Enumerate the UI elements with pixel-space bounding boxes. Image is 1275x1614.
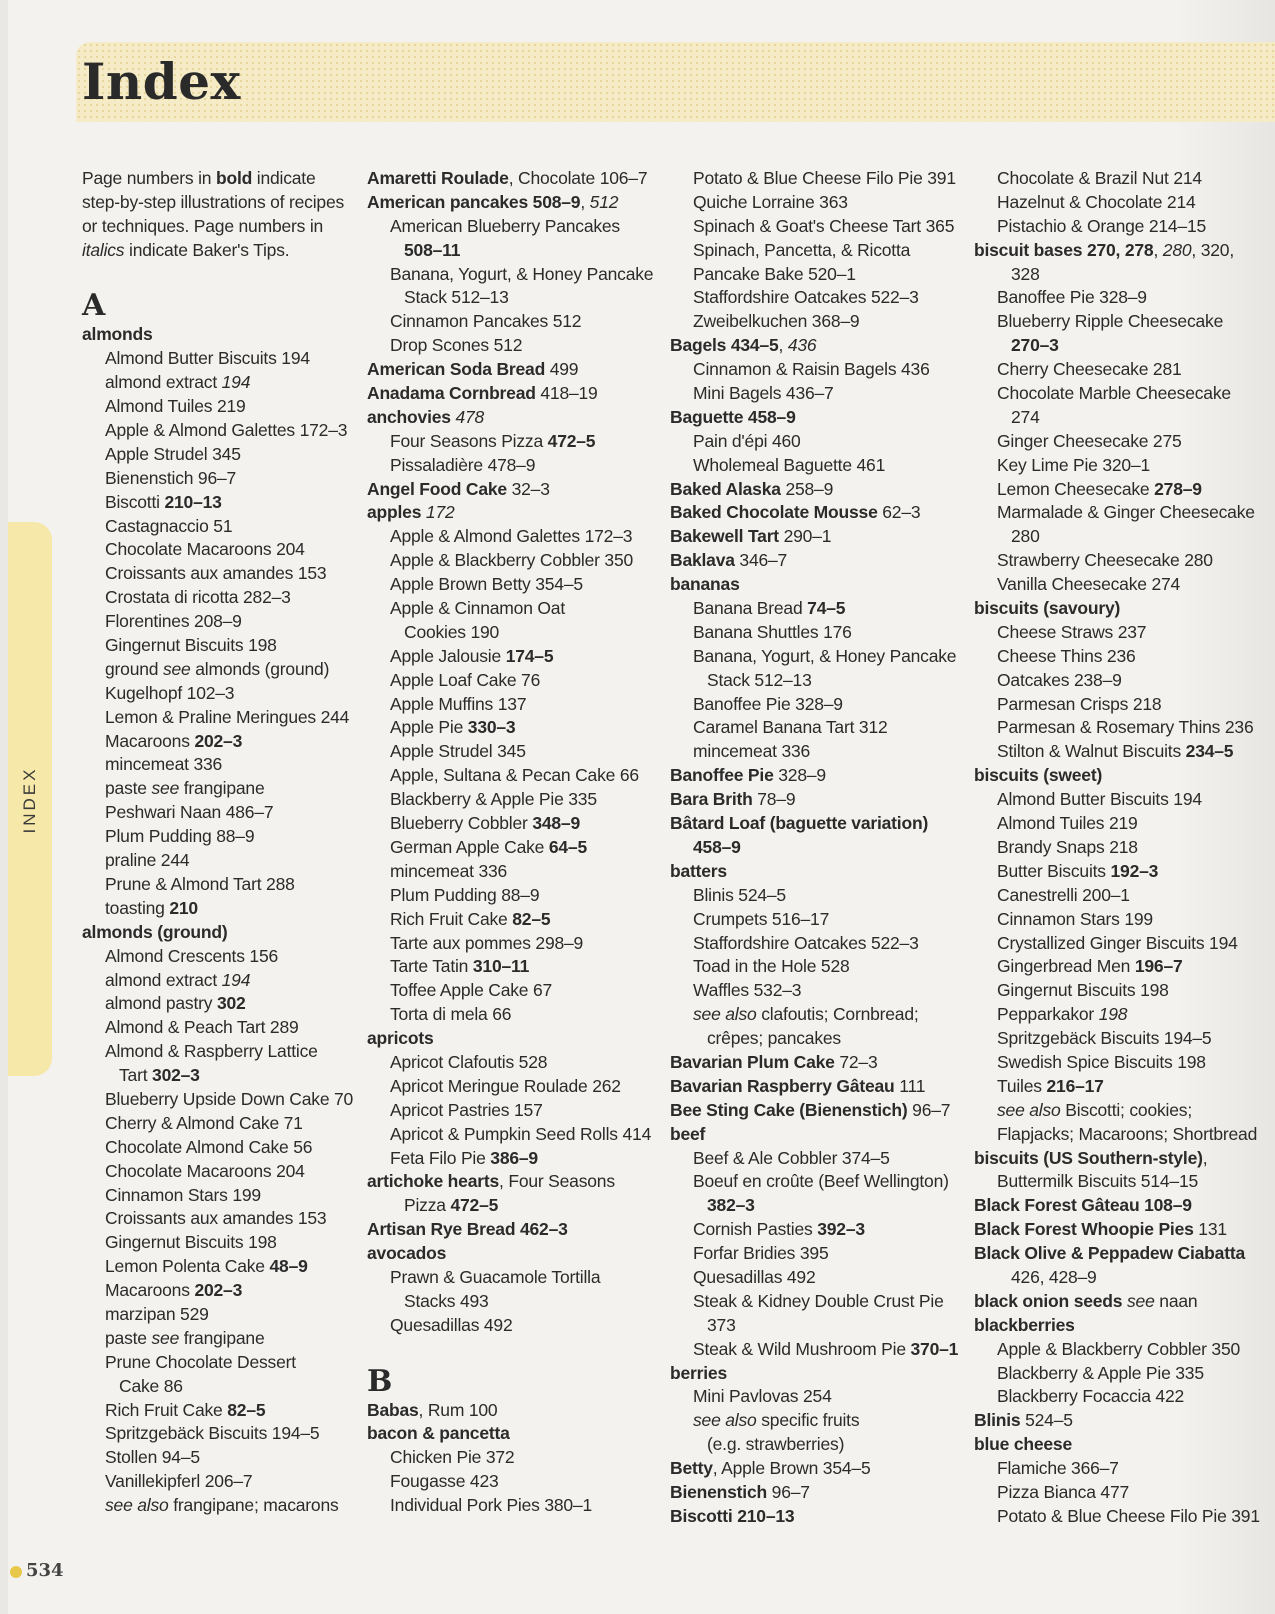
index-entry: Blueberry Upside Down Cake 70 [105, 1088, 354, 1109]
index-entry-continued: 382–3 [707, 1195, 755, 1216]
index-column-1 [82, 167, 382, 1518]
index-entry: Pistachio & Orange 214–15 [997, 215, 1207, 236]
index-entry: Apple Pie 330–3 [390, 717, 516, 738]
index-heading: Black Forest Whoopie Pies 131 [974, 1219, 1227, 1240]
index-entry: Plum Pudding 88–9 [390, 884, 540, 905]
index-entry: Spritzgebäck Biscuits 194–5 [105, 1423, 320, 1444]
index-heading: Biscotti 210–13 [670, 1505, 795, 1526]
index-entry: Banana Bread 74–5 [693, 598, 846, 619]
index-entry: Cheese Thins 236 [997, 645, 1136, 666]
index-entry: Apple & Almond Galettes 172–3 [105, 420, 348, 441]
index-heading: Baklava 346–7 [670, 550, 788, 571]
index-entry: mincemeat 336 [390, 860, 508, 881]
index-entry: Apple & Almond Galettes 172–3 [390, 526, 633, 547]
index-entry: Swedish Spice Biscuits 198 [997, 1051, 1206, 1072]
index-entry: Key Lime Pie 320–1 [997, 454, 1151, 475]
index-side-tab-label: INDEX [20, 766, 39, 834]
index-entry: Mini Pavlovas 254 [693, 1386, 832, 1407]
index-entry: Buttermilk Biscuits 514–15 [997, 1171, 1199, 1192]
index-entry: Spritzgebäck Biscuits 194–5 [997, 1028, 1212, 1049]
index-entry: Toad in the Hole 528 [693, 956, 850, 977]
index-entry: Castagnaccio 51 [105, 515, 233, 536]
index-heading: Bavarian Plum Cake 72–3 [670, 1051, 878, 1072]
index-heading: Babas, Rum 100 [367, 1399, 498, 1420]
page-number-dot [10, 1566, 22, 1578]
index-entry: Steak & Wild Mushroom Pie 370–1 [693, 1338, 959, 1359]
index-heading: bananas [670, 574, 740, 595]
index-entry: Vanilla Cheesecake 274 [997, 574, 1181, 595]
index-heading: Artisan Rye Bread 462–3 [367, 1219, 568, 1240]
index-entry: Tarte Tatin 310–11 [390, 956, 530, 977]
index-entry: Banoffee Pie 328–9 [693, 693, 843, 714]
index-entry: Drop Scones 512 [390, 335, 523, 356]
index-entry: American Blueberry Pancakes [390, 215, 620, 236]
index-entry: Oatcakes 238–9 [997, 669, 1122, 690]
index-entry: Pizza Bianca 477 [997, 1481, 1130, 1502]
index-heading: blackberries [974, 1314, 1075, 1335]
index-entry: Spinach & Goat's Cheese Tart 365 [693, 215, 955, 236]
index-entry: Chicken Pie 372 [390, 1447, 515, 1468]
index-entry: see also Biscotti; cookies; [997, 1099, 1192, 1120]
index-entry: Croissants aux amandes 153 [105, 563, 327, 584]
index-entry: mincemeat 336 [693, 741, 811, 762]
index-entry: Quesadillas 492 [693, 1266, 816, 1287]
index-entry: Blackberry & Apple Pie 335 [390, 789, 597, 810]
index-entry: Banana, Yogurt, & Honey Pancake [390, 263, 654, 284]
index-entry: Rich Fruit Cake 82–5 [390, 908, 551, 929]
index-entry: Hazelnut & Chocolate 214 [997, 191, 1196, 212]
index-entry: Apricot Clafoutis 528 [390, 1051, 548, 1072]
index-entry: Apple Loaf Cake 76 [390, 669, 541, 690]
index-heading: biscuits (savoury) [974, 598, 1121, 619]
index-entry: Lemon Polenta Cake 48–9 [105, 1256, 308, 1277]
page-number: 534 [26, 1560, 64, 1581]
index-entry: Staffordshire Oatcakes 522–3 [693, 287, 919, 308]
index-entry: Flamiche 366–7 [997, 1458, 1119, 1479]
index-entry-continued: crêpes; pancakes [707, 1028, 841, 1049]
index-entry: Almond Crescents 156 [105, 945, 279, 966]
index-entry: Bienenstich 96–7 [105, 467, 237, 488]
page-title: Index [82, 52, 241, 111]
index-entry-continued: 508–11 [404, 239, 461, 260]
index-entry: Apple & Blackberry Cobbler 350 [997, 1338, 1241, 1359]
index-entry: toasting 210 [105, 897, 198, 918]
index-heading: Anadama Cornbread 418–19 [367, 383, 598, 404]
index-heading: Black Forest Gâteau 108–9 [974, 1195, 1192, 1216]
index-heading: apricots [367, 1028, 434, 1049]
index-entry: Banana Shuttles 176 [693, 621, 852, 642]
index-heading: Betty, Apple Brown 354–5 [670, 1458, 871, 1479]
index-entry: Apple, Sultana & Pecan Cake 66 [390, 765, 639, 786]
index-entry: Ginger Cheesecake 275 [997, 430, 1182, 451]
index-entry-continued: Stack 512–13 [707, 669, 812, 690]
index-entry: Apricot Pastries 157 [390, 1099, 543, 1120]
index-entry: Caramel Banana Tart 312 [693, 717, 888, 738]
index-entry: Almond Butter Biscuits 194 [997, 789, 1202, 810]
index-entry: Apple Jalousie 174–5 [390, 645, 554, 666]
index-entry-continued: 270–3 [1011, 335, 1059, 356]
index-entry: Gingernut Biscuits 198 [105, 1232, 277, 1253]
index-entry: Kugelhopf 102–3 [105, 682, 235, 703]
index-heading: artichoke hearts, Four Seasons [367, 1171, 615, 1192]
index-heading: batters [670, 860, 727, 881]
index-entry: Potato & Blue Cheese Filo Pie 391 [997, 1505, 1260, 1526]
index-entry: Gingernut Biscuits 198 [105, 635, 277, 656]
index-entry-continued: Stacks 493 [404, 1290, 489, 1311]
index-entry-continued: 426, 428–9 [1011, 1266, 1097, 1287]
index-entry: Strawberry Cheesecake 280 [997, 550, 1213, 571]
index-entry: Almond Tuiles 219 [997, 813, 1138, 834]
index-entry: Wholemeal Baguette 461 [693, 454, 886, 475]
index-entry-continued: Tart 302–3 [119, 1065, 200, 1086]
index-entry: Torta di mela 66 [390, 1004, 512, 1025]
index-heading: Banoffee Pie 328–9 [670, 765, 826, 786]
index-entry: Vanillekipferl 206–7 [105, 1471, 253, 1492]
index-heading: berries [670, 1362, 727, 1383]
index-entry-continued: Cake 86 [119, 1375, 183, 1396]
index-heading: Bakewell Tart 290–1 [670, 526, 832, 547]
index-entry-continued: 373 [707, 1314, 736, 1335]
index-entry: Flapjacks; Macaroons; Shortbread [997, 1123, 1258, 1144]
index-entry: Apple Muffins 137 [390, 693, 527, 714]
intro-note: Page numbers in bold indicate step-by-step illustrations of recipes or techniques. Page numbers in italics indicate Baker's Tips. [82, 168, 345, 260]
index-entry: Quesadillas 492 [390, 1314, 513, 1335]
index-heading: blue cheese [974, 1434, 1072, 1455]
index-entry: Banana, Yogurt, & Honey Pancake [693, 645, 957, 666]
index-entry: Apple Strudel 345 [390, 741, 526, 762]
index-entry: Lemon Cheesecake 278–9 [997, 478, 1202, 499]
index-entry: Cinnamon Stars 199 [105, 1184, 261, 1205]
index-entry: mincemeat 336 [105, 754, 223, 775]
index-entry: Blinis 524–5 [693, 884, 786, 905]
index-heading: bacon & pancetta [367, 1423, 510, 1444]
section-letter-a: A [82, 288, 106, 324]
index-entry: Boeuf en croûte (Beef Wellington) [693, 1171, 949, 1192]
index-heading: Blinis 524–5 [974, 1410, 1073, 1431]
index-entry: Chocolate Almond Cake 56 [105, 1136, 313, 1157]
index-heading: American Soda Bread 499 [367, 359, 579, 380]
index-entry: Butter Biscuits 192–3 [997, 860, 1159, 881]
index-entry: Pissaladière 478–9 [390, 454, 536, 475]
index-entry: Brandy Snaps 218 [997, 836, 1138, 857]
index-heading: Bara Brith 78–9 [670, 789, 796, 810]
title-band [76, 42, 1275, 122]
index-entry: Apple & Blackberry Cobbler 350 [390, 550, 634, 571]
index-heading: Bavarian Raspberry Gâteau 111 [670, 1075, 926, 1096]
index-entry: see also specific fruits [693, 1410, 860, 1431]
index-entry: Pain d'épi 460 [693, 430, 801, 451]
index-page [8, 0, 1275, 1614]
index-entry: Gingernut Biscuits 198 [997, 980, 1169, 1001]
index-entry: Blueberry Ripple Cheesecake [997, 311, 1224, 332]
index-entry: Cornish Pasties 392–3 [693, 1219, 865, 1240]
index-entry: Canestrelli 200–1 [997, 884, 1130, 905]
index-entry: Cherry Cheesecake 281 [997, 359, 1182, 380]
index-heading: Bagels 434–5, 436 [670, 335, 817, 356]
index-heading: biscuits (US Southern-style), [974, 1147, 1208, 1168]
index-entry: Toffee Apple Cake 67 [390, 980, 553, 1001]
index-entry: Blackberry Focaccia 422 [997, 1386, 1185, 1407]
index-entry: praline 244 [105, 850, 190, 871]
index-entry: paste see frangipane [105, 1327, 265, 1348]
index-entry: Feta Filo Pie 386–9 [390, 1147, 538, 1168]
index-entry: almond extract 194 [105, 372, 251, 393]
index-entry: see also clafoutis; Cornbread; [693, 1004, 919, 1025]
index-entry: Peshwari Naan 486–7 [105, 802, 274, 823]
index-heading: Baguette 458–9 [670, 406, 796, 427]
index-entry: Chocolate & Brazil Nut 214 [997, 168, 1202, 188]
index-entry: see also frangipane; macarons [105, 1495, 339, 1516]
index-entry: Tuiles 216–17 [997, 1075, 1104, 1096]
index-entry: Prune Chocolate Dessert [105, 1351, 296, 1372]
index-entry: Cinnamon Pancakes 512 [390, 311, 582, 332]
index-entry: Forfar Bridies 395 [693, 1243, 829, 1264]
index-entry: marzipan 529 [105, 1303, 209, 1324]
index-entry: Quiche Lorraine 363 [693, 191, 848, 212]
index-heading: Bienenstich 96–7 [670, 1481, 810, 1502]
index-heading: Amaretti Roulade, Chocolate 106–7 [367, 168, 648, 188]
index-entry: Crumpets 516–17 [693, 908, 830, 929]
index-entry-continued: 280 [1011, 526, 1040, 547]
index-entry: Croissants aux amandes 153 [105, 1208, 327, 1229]
index-entry: Waffles 532–3 [693, 980, 802, 1001]
index-entry: Marmalade & Ginger Cheesecake [997, 502, 1255, 523]
index-entry: Cherry & Almond Cake 71 [105, 1112, 303, 1133]
index-entry: Banoffee Pie 328–9 [997, 287, 1147, 308]
index-heading: American pancakes 508–9, 512 [367, 191, 619, 212]
index-entry: Almond Butter Biscuits 194 [105, 348, 310, 369]
index-entry: Fougasse 423 [390, 1471, 499, 1492]
index-entry: Chocolate Macaroons 204 [105, 1160, 305, 1181]
index-heading: anchovies 478 [367, 406, 485, 427]
index-entry: Rich Fruit Cake 82–5 [105, 1399, 266, 1420]
index-entry: Gingerbread Men 196–7 [997, 956, 1183, 977]
index-entry: ground see almonds (ground) [105, 658, 330, 679]
index-entry: Four Seasons Pizza 472–5 [390, 430, 596, 451]
index-entry: Cheese Straws 237 [997, 621, 1147, 642]
index-heading: beef [670, 1123, 706, 1144]
index-column-3 [670, 167, 970, 1529]
index-heading: avocados [367, 1243, 447, 1264]
index-entry: Individual Pork Pies 380–1 [390, 1495, 593, 1516]
index-entry: Crostata di ricotta 282–3 [105, 587, 291, 608]
index-entry: Parmesan Crisps 218 [997, 693, 1162, 714]
index-heading: Bee Sting Cake (Bienenstich) 96–7 [670, 1099, 951, 1120]
index-heading: biscuit bases 270, 278, 280, 320, [974, 239, 1234, 260]
index-entry: Apricot & Pumpkin Seed Rolls 414 [390, 1123, 652, 1144]
index-entry: Florentines 208–9 [105, 611, 242, 632]
index-entry: Staffordshire Oatcakes 522–3 [693, 932, 919, 953]
index-entry: German Apple Cake 64–5 [390, 836, 587, 857]
index-entry: Beef & Ale Cobbler 374–5 [693, 1147, 890, 1168]
index-entry: Apple & Cinnamon Oat [390, 598, 565, 619]
index-entry: Blackberry & Apple Pie 335 [997, 1362, 1204, 1383]
index-entry-continued: 274 [1011, 406, 1040, 427]
index-entry: paste see frangipane [105, 778, 265, 799]
index-entry: Stilton & Walnut Biscuits 234–5 [997, 741, 1234, 762]
index-entry-continued: Stack 512–13 [404, 287, 509, 308]
index-entry: Cinnamon & Raisin Bagels 436 [693, 359, 930, 380]
index-entry: Almond Tuiles 219 [105, 396, 246, 417]
index-entry: Parmesan & Rosemary Thins 236 [997, 717, 1254, 738]
index-heading: Bâtard Loaf (baguette variation) [670, 813, 929, 834]
index-entry-continued: (e.g. strawberries) [707, 1434, 845, 1455]
index-heading: Baked Chocolate Mousse 62–3 [670, 502, 921, 523]
index-entry: Lemon & Praline Meringues 244 [105, 706, 350, 727]
index-heading: biscuits (sweet) [974, 765, 1103, 786]
index-entry: Spinach, Pancetta, & Ricotta [693, 239, 911, 260]
index-entry: Stollen 94–5 [105, 1447, 200, 1468]
index-column-2 [367, 167, 667, 1518]
index-entry: Blueberry Cobbler 348–9 [390, 813, 580, 834]
section-letter-b: B [367, 1363, 393, 1399]
index-entry: almond extract 194 [105, 969, 251, 990]
index-entry: Pepparkakor 198 [997, 1004, 1128, 1025]
index-entry: Potato & Blue Cheese Filo Pie 391 [693, 168, 956, 188]
index-entry: almond pastry 302 [105, 993, 246, 1014]
index-heading: black onion seeds see naan [974, 1290, 1198, 1311]
index-entry-continued: 458–9 [693, 836, 741, 857]
index-entry: Plum Pudding 88–9 [105, 826, 255, 847]
index-entry: Apple Brown Betty 354–5 [390, 574, 583, 595]
index-entry: Almond & Peach Tart 289 [105, 1017, 299, 1038]
index-heading: apples 172 [367, 502, 455, 523]
index-entry-continued: 328 [1011, 263, 1040, 284]
index-entry: Pancake Bake 520–1 [693, 263, 856, 284]
index-entry: Apple Strudel 345 [105, 443, 241, 464]
index-entry: Prune & Almond Tart 288 [105, 873, 295, 894]
index-entry: Biscotti 210–13 [105, 491, 222, 512]
index-entry: Almond & Raspberry Lattice [105, 1041, 318, 1062]
index-heading: almonds (ground) [82, 921, 228, 942]
index-entry: Crystallized Ginger Biscuits 194 [997, 932, 1238, 953]
index-entry: Apricot Meringue Roulade 262 [390, 1075, 621, 1096]
index-entry: Cinnamon Stars 199 [997, 908, 1153, 929]
index-entry: Macaroons 202–3 [105, 730, 243, 751]
index-entry-continued: Cookies 190 [404, 621, 500, 642]
index-entry: Mini Bagels 436–7 [693, 383, 834, 404]
index-heading: almonds [82, 324, 153, 345]
index-entry: Macaroons 202–3 [105, 1280, 243, 1301]
index-entry: Zweibelkuchen 368–9 [693, 311, 860, 332]
index-entry-continued: Pizza 472–5 [404, 1195, 499, 1216]
index-column-4 [974, 167, 1274, 1529]
index-heading: Black Olive & Peppadew Ciabatta [974, 1243, 1245, 1264]
index-entry: Steak & Kidney Double Crust Pie [693, 1290, 944, 1311]
index-heading: Baked Alaska 258–9 [670, 478, 834, 499]
index-entry: Chocolate Marble Cheesecake [997, 383, 1231, 404]
index-entry: Tarte aux pommes 298–9 [390, 932, 584, 953]
index-entry: Chocolate Macaroons 204 [105, 539, 305, 560]
index-entry: Prawn & Guacamole Tortilla [390, 1266, 601, 1287]
index-heading: Angel Food Cake 32–3 [367, 478, 550, 499]
